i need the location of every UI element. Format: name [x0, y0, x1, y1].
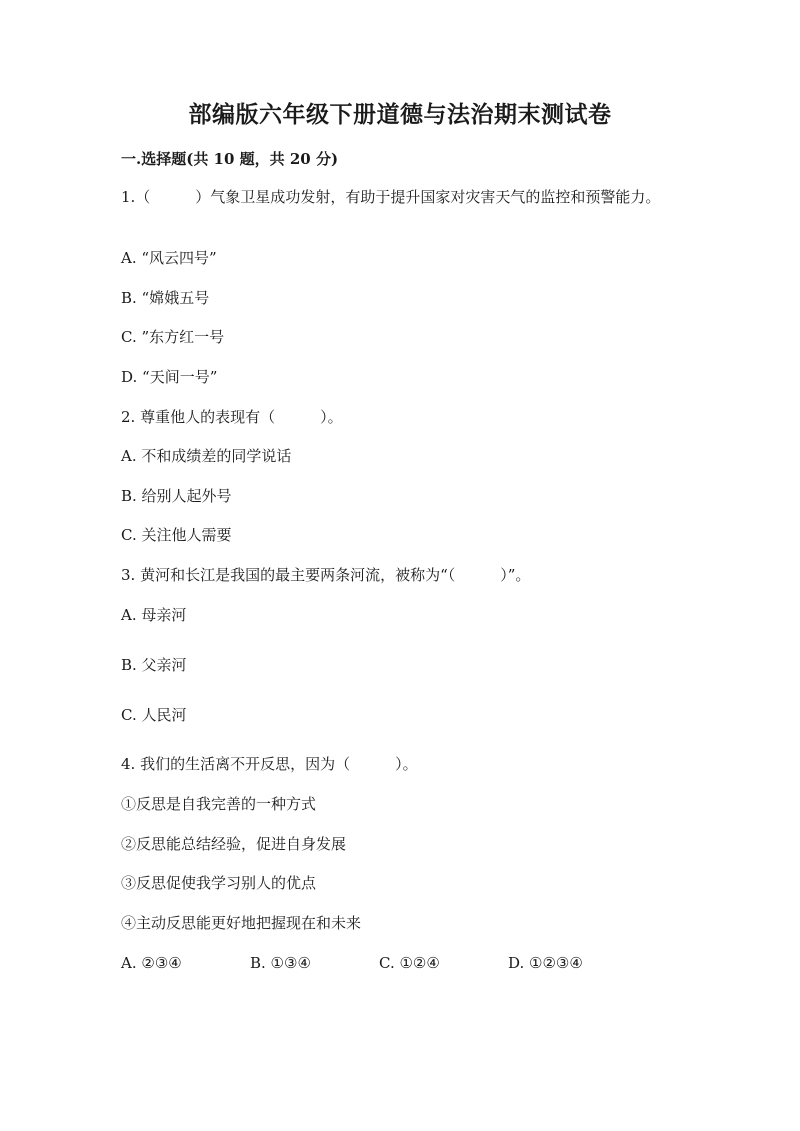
question-3-option-b: B. 父亲河	[121, 656, 187, 674]
question-3-option-c: C. 人民河	[121, 706, 187, 724]
question-3-option-a: A. 母亲河	[121, 606, 187, 624]
question-1-stem: 1.（ ）气象卫星成功发射，有助于提升国家对灾害天气的监控和预警能力。	[121, 188, 661, 206]
question-1-option-d: D. “天间一号”	[121, 368, 218, 386]
question-4-option-a: A. ②③④	[121, 954, 182, 972]
question-4-statement-3: ③反思促使我学习别人的优点	[121, 874, 317, 892]
question-4-statement-2: ②反思能总结经验，促进自身发展	[121, 835, 347, 853]
question-4-option-d: D. ①②③④	[508, 954, 583, 972]
question-2-option-b: B. 给别人起外号	[121, 487, 232, 505]
question-2-stem: 2. 尊重他人的表现有（ ）。	[121, 408, 343, 426]
question-4-option-b: B. ①③④	[250, 954, 311, 972]
question-4-statement-4: ④主动反思能更好地把握现在和未来	[121, 914, 362, 932]
question-2-option-c: C. 关注他人需要	[121, 526, 232, 544]
question-4-stem: 4. 我们的生活离不开反思，因为（ ）。	[121, 755, 418, 773]
page-title: 部编版六年级下册道德与法治期末测试卷	[188, 101, 612, 128]
question-1-option-c: C. ”东方红一号	[121, 328, 225, 346]
question-1-option-a: A. “风云四号”	[121, 249, 217, 267]
question-4-option-c: C. ①②④	[379, 954, 440, 972]
section-heading: 一.选择题(共 10 题，共 20 分)	[121, 150, 339, 168]
question-1-option-b: B. “嫦娥五号	[121, 289, 210, 307]
question-2-option-a: A. 不和成绩差的同学说话	[121, 447, 292, 465]
question-3-stem: 3. 黄河和长江是我国的最主要两条河流，被称为“（ ）”。	[121, 566, 531, 584]
question-4-statement-1: ①反思是自我完善的一种方式	[121, 795, 317, 813]
